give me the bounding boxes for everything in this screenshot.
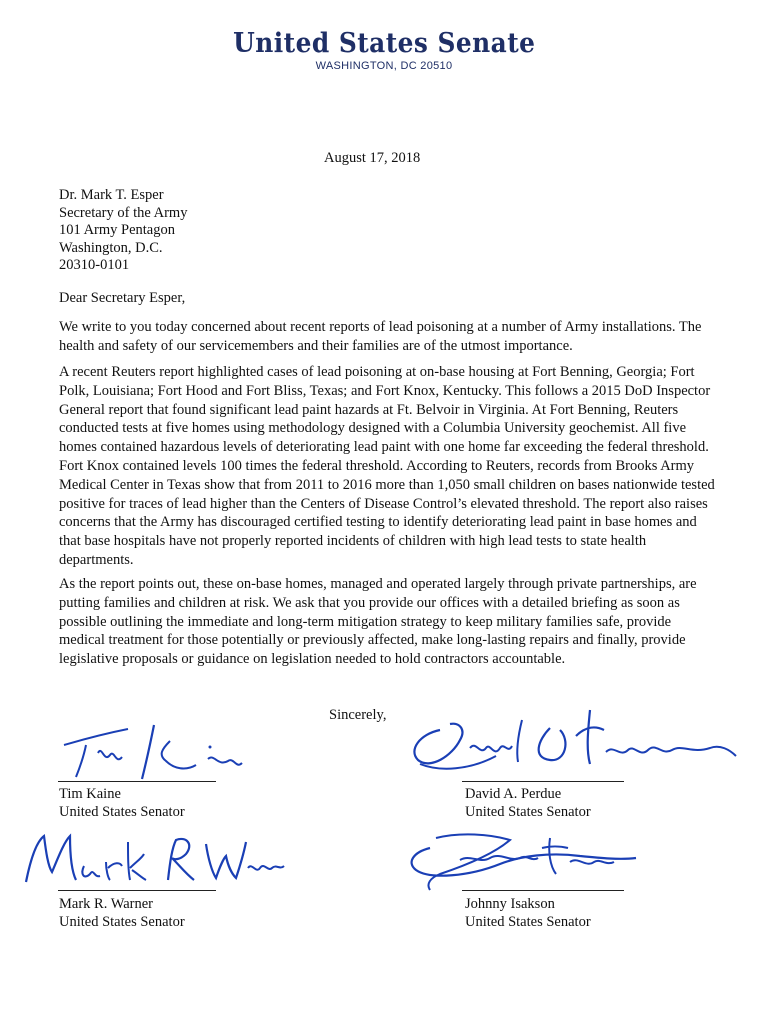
- recipient-street: 101 Army Pentagon: [59, 222, 175, 238]
- signer-tim-kaine: [59, 785, 185, 821]
- signer-title: United States Senator: [465, 804, 591, 820]
- letterhead-title: United States Senate: [232, 28, 536, 59]
- recipient-address: [59, 187, 187, 275]
- signature-david-perdue: [400, 700, 740, 790]
- signer-name: David A. Perdue: [465, 786, 562, 802]
- recipient-zip: 20310-0101: [59, 257, 130, 273]
- signature-tim-kaine: [58, 705, 248, 785]
- letterhead: [0, 28, 768, 72]
- body-paragraph-3: As the report points out, these on-base homes, managed and operated largely through private partnerships, are putting families and children at risk. We ask that you provide our offices with a detailed briefing as soon as possible outlining the immediate and long-term mitigation strategy to keep military families safe, provide medical treatment for those potentially or previously affected, make long-lasting repairs and finally, provide legislative proposals or guidance on legislation needed to hold contractors accountable.: [59, 576, 697, 668]
- signer-david-perdue: [465, 785, 591, 821]
- letter-date: August 17, 2018: [324, 150, 421, 166]
- signer-johnny-isakson: [465, 895, 591, 931]
- body-paragraph-2: A recent Reuters report highlighted cases of lead poisoning at on-base housing at Fort Benning, Georgia; Fort Polk, Louisiana; Fort Hood and Fort Bliss, Texas; and Fort Knox, Kentucky. This follows a 2015 DoD Inspector General report that found significant lead paint hazards at Ft. Belvoir in Virginia. At Fort Benning, Reuters conducted tests at five homes using methodology designed with a Columbia University geochemist. All five homes contained hazardous levels of deteriorating lead paint with one home far exceeding the federal threshold. Fort Knox contained levels 100 times the federal threshold. According to Reuters, records from Brooks Army Medical Center in Texas show that from 2011 to 2016 more than 1,050 small children on bases nationwide tested positive for traces of lead higher than the Centers of Disease Control’s elevated threshold. The report also raises concerns that the Army has discouraged certified testing to identify deteriorating lead paint in base homes and that base hospitals have not properly reported incidents of children with high lead tests to state health departments.: [59, 364, 715, 568]
- signer-name: Mark R. Warner: [59, 896, 153, 912]
- letterhead-address: WASHINGTON, DC 20510: [315, 60, 453, 72]
- signature-line-4: [462, 890, 624, 891]
- body-paragraph-1: We write to you today concerned about recent reports of lead poisoning at a number of Army installations. The health and safety of our servicemembers and their families are of the utmost importance.: [59, 319, 702, 354]
- salutation: Dear Secretary Esper,: [59, 290, 186, 306]
- recipient-name: Dr. Mark T. Esper: [59, 187, 164, 203]
- signer-mark-warner: [59, 895, 185, 931]
- signer-title: United States Senator: [465, 914, 591, 930]
- signer-name: Tim Kaine: [59, 786, 121, 802]
- signature-line-1: [58, 781, 216, 782]
- signer-name: Johnny Isakson: [465, 896, 555, 912]
- signature-line-3: [58, 890, 216, 891]
- signature-mark-warner: [10, 822, 290, 897]
- signature-johnny-isakson: [400, 818, 640, 898]
- recipient-city: Washington, D.C.: [59, 239, 163, 256]
- signer-title: United States Senator: [59, 804, 185, 820]
- signer-title: United States Senator: [59, 914, 185, 930]
- signature-line-2: [462, 781, 624, 782]
- recipient-title: Secretary of the Army: [59, 204, 188, 221]
- closing: Sincerely,: [329, 707, 387, 723]
